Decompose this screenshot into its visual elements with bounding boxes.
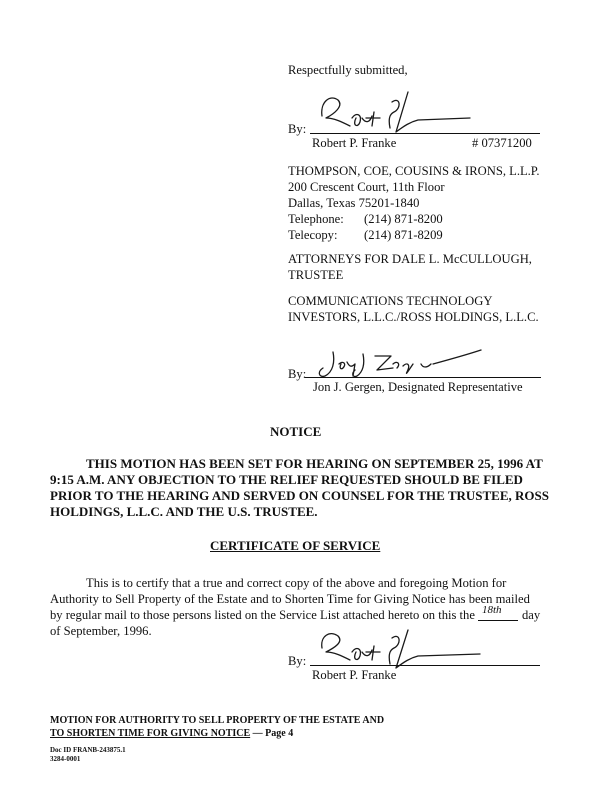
telephone-label: Telephone: [288, 212, 344, 226]
footer-matter-no: 3284-0001 [50, 755, 81, 763]
firm-address-line1: 200 Crescent Court, 11th Floor [288, 180, 445, 194]
signer-name-3: Robert P. Franke [312, 668, 397, 682]
signature-line-3 [310, 665, 540, 666]
telecopy-number: (214) 871-8209 [364, 228, 443, 242]
client-line2: INVESTORS, L.L.C./ROSS HOLDINGS, L.L.C. [288, 310, 539, 324]
by-label-3: By: [288, 654, 307, 668]
signer-line-2: Jon J. Gergen, Designated Representative [313, 380, 523, 394]
certificate-line-5: of September, 1996. [50, 624, 152, 638]
attorneys-for-line1: ATTORNEYS FOR DALE L. McCULLOUGH, [288, 252, 532, 266]
client-line1: COMMUNICATIONS TECHNOLOGY [288, 294, 493, 308]
notice-line-4: HOLDINGS, L.L.C. AND THE U.S. TRUSTEE. [50, 504, 318, 519]
signature-line-1 [310, 133, 540, 134]
firm-address-line2: Dallas, Texas 75201-1840 [288, 196, 420, 210]
closing-text: Respectfully submitted, [288, 63, 408, 77]
notice-line-2: 9:15 A.M. ANY OBJECTION TO THE RELIEF REQUESTED SHOULD BE FILED [50, 472, 523, 487]
certificate-heading: CERTIFICATE OF SERVICE [210, 538, 381, 553]
certificate-line-3: by regular mail to those persons listed on the Service List attached hereto on this the [50, 608, 475, 622]
telephone-number: (214) 871-8200 [364, 212, 443, 226]
footer-title-line2: TO SHORTEN TIME FOR GIVING NOTICE [50, 728, 251, 739]
notice-line-1: THIS MOTION HAS BEEN SET FOR HEARING ON SEPTEMBER 25, 1996 AT [86, 456, 543, 471]
signature-line-2 [305, 377, 541, 378]
bar-number: # 07371200 [472, 136, 532, 150]
footer-title-line1: MOTION FOR AUTHORITY TO SELL PROPERTY OF THE ESTATE AND [50, 715, 385, 726]
footer-title-line2-wrap [50, 728, 293, 740]
signer-name-1: Robert P. Franke [312, 136, 397, 150]
footer-doc-id: Doc ID FRANB-243875.1 [50, 746, 126, 754]
telecopy-label: Telecopy: [288, 228, 338, 242]
firm-name: THOMPSON, COE, COUSINS & IRONS, L.L.P. [288, 164, 540, 178]
by-label-2: By: [288, 367, 307, 381]
signature-franke-1 [300, 88, 490, 138]
notice-heading: NOTICE [270, 424, 322, 439]
certificate-line-2: Authority to Sell Property of the Estate and to Shorten Time for Giving Notice has been mailed [50, 592, 530, 606]
notice-line-3: PRIOR TO THE HEARING AND SERVED ON COUNSEL FOR THE TRUSTEE, ROSS [50, 488, 549, 503]
day-blank-line [478, 620, 518, 621]
certificate-line-1: This is to certify that a true and correct copy of the above and foregoing Motion for [86, 576, 507, 590]
footer-page-number: — Page 4 [250, 728, 294, 739]
day-word: day [522, 608, 541, 622]
attorneys-for-line2: TRUSTEE [288, 268, 344, 282]
by-label-1: By: [288, 122, 307, 136]
handwritten-day: 18th [482, 604, 502, 616]
